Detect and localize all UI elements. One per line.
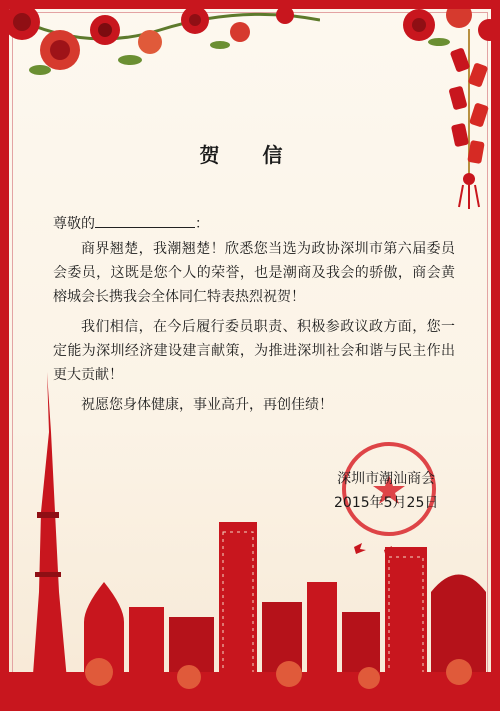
paragraph: 商界翘楚，我潮翘楚！欣悉您当选为政协深圳市第六届委员会委员，这既是您个人的荣誉，也是潮商及我会的骄傲，商会黄榕城会长携我会全体同仁特表热烈祝贺！	[53, 241, 455, 305]
salutation	[53, 213, 209, 233]
firecrackers-icon	[439, 29, 499, 209]
recipient-blank-line	[95, 215, 195, 228]
signature-block	[334, 467, 438, 515]
letter-title: 贺 信	[199, 143, 301, 167]
salutation-prefix: 尊敬的	[53, 216, 95, 232]
paragraph: 祝愿您身体健康，事业高升，再创佳绩！	[81, 397, 333, 413]
salutation-colon: ：	[195, 216, 209, 232]
paragraph: 我们相信，在今后履行委员职责、积极参政议政方面，您一定能为深圳经济建设建言献策，为推进深圳社会和谐与民主作出更大贡献！	[53, 319, 455, 383]
signature-organization: 深圳市潮汕商会	[337, 471, 436, 487]
flower-garland-top-left	[0, 0, 320, 90]
signature-date: 2015年5月25日	[334, 495, 439, 511]
